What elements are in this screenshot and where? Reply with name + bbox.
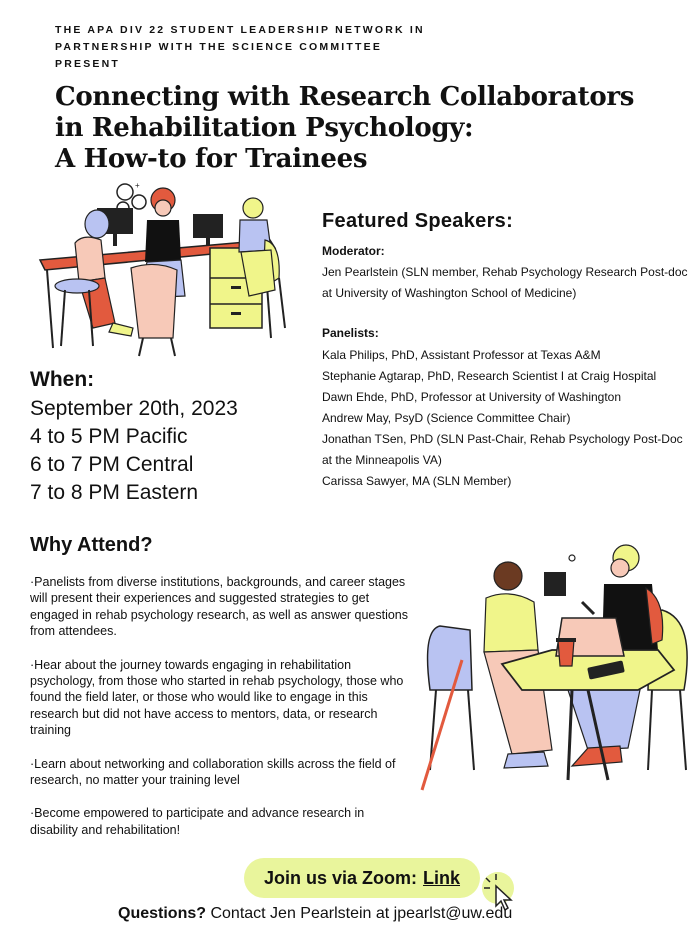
panelist-item: Kala Philips, PhD, Assistant Professor at Texas A&M: [322, 348, 601, 362]
questions-label: Questions?: [118, 905, 207, 922]
when-label: When:: [30, 368, 95, 391]
zoom-join-banner: [244, 858, 480, 898]
moderator-text: Jen Pearlstein (SLN member, Rehab Psychology Research Post-doc at University of Washington School of Medicine): [322, 265, 688, 300]
zoom-label: Join us via Zoom:: [263, 867, 417, 888]
panelist-item: Carissa Sawyer, MA (SLN Member): [322, 474, 512, 488]
panelists-label: Panelists:: [322, 326, 379, 340]
event-title: Connecting with Research Collaborators in Rehabilitation Psychology: A How-to for Trainees: [55, 82, 635, 174]
time-central: 6 to 7 PM Central: [30, 453, 194, 476]
bullet-item: ·Become empowered to participate and advance research in disability and rehabilitation!: [30, 806, 365, 837]
panelist-item: Jonathan TSen, PhD (SLN Past-Chair, Rehab Psychology Post-Doc: [322, 432, 683, 446]
when-details: [30, 395, 238, 507]
questions-text: Contact Jen Pearlstein at jpearlst@uw.edu: [210, 905, 513, 922]
bullet-item: ·Hear about the journey towards engaging in rehabilitation psychology, from those who started in rehab psychology, those who found the field later, or those who would like to engage in this research but did not have access to mentors, data, or research training: [30, 657, 404, 738]
why-attend-bullets: [30, 574, 408, 855]
featured-speakers-heading: Featured Speakers:: [322, 210, 514, 232]
why-attend-heading: Why Attend?: [30, 534, 153, 556]
zoom-link[interactable]: Link: [423, 867, 461, 888]
people-at-computers-illustration: [35, 178, 305, 358]
bullet-item: ·Learn about networking and collaboration skills across the field of research, no matter your training level: [30, 756, 396, 788]
time-eastern: 7 to 8 PM Eastern: [30, 481, 199, 504]
panelist-item: Andrew May, PsyD (Science Committee Chair): [322, 411, 571, 425]
panelist-item: Dawn Ehde, PhD, Professor at University of Washington: [322, 390, 622, 404]
questions-contact: [118, 905, 512, 923]
presenter-line: THE APA DIV 22 STUDENT LEADERSHIP NETWORK IN PARTNERSHIP WITH THE SCIENCE COMMITTEE PRESENT: [55, 24, 425, 70]
svg-text:+: +: [135, 181, 140, 190]
moderator-label: Moderator:: [322, 244, 385, 258]
bullet-item: ·Panelists from diverse institutions, backgrounds, and career stages will present their experiences and suggested strategies to get engaged in rehab psychology research, as well as answer questions from attendees.: [30, 575, 409, 639]
panelists-list: [322, 345, 696, 492]
two-people-meeting-illustration: [412, 540, 696, 800]
event-date: September 20th, 2023: [30, 397, 238, 420]
time-pacific: 4 to 5 PM Pacific: [30, 425, 188, 448]
panelist-item: at the Minneapolis VA): [322, 453, 442, 467]
panelist-item: Stephanie Agtarap, PhD, Research Scientist I at Craig Hospital: [322, 369, 657, 383]
